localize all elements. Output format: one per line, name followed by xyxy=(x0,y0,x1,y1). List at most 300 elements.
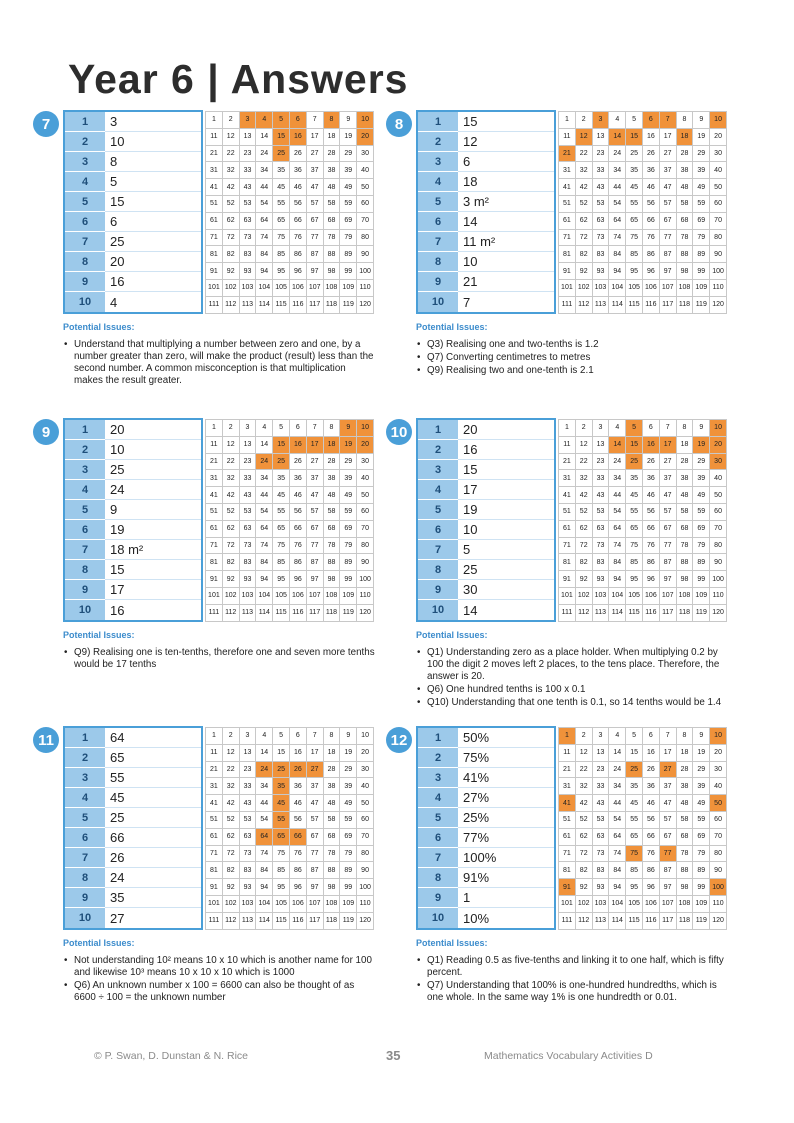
grid-cell: 70 xyxy=(357,829,374,846)
grid-cell: 60 xyxy=(710,196,727,213)
grid-cell: 98 xyxy=(677,263,694,280)
grid-cell: 45 xyxy=(626,179,643,196)
grid-cell: 71 xyxy=(206,230,223,247)
grid-cell: 57 xyxy=(307,504,324,521)
grid-cell: 42 xyxy=(576,487,593,504)
grid-cell: 21 xyxy=(206,146,223,163)
grid-cell: 81 xyxy=(559,554,576,571)
grid-cell: 59 xyxy=(693,196,710,213)
grid-cell: 22 xyxy=(576,146,593,163)
grid-cell: 103 xyxy=(593,896,610,913)
grid-cell: 1 xyxy=(206,112,223,129)
grid-cell: 7 xyxy=(307,112,324,129)
grid-cell: 19 xyxy=(340,745,357,762)
grid-cell: 76 xyxy=(290,846,307,863)
answer-row xyxy=(418,480,554,500)
grid-cell: 100 xyxy=(710,263,727,280)
grid-cell: 112 xyxy=(223,297,240,314)
grid-cell: 59 xyxy=(340,504,357,521)
grid-cell: 81 xyxy=(559,862,576,879)
answer-row xyxy=(418,192,554,212)
grid-cell: 22 xyxy=(576,454,593,471)
grid-cell: 62 xyxy=(576,521,593,538)
grid-cell: 99 xyxy=(693,571,710,588)
grid-cell: 36 xyxy=(643,470,660,487)
answer-index: 2 xyxy=(65,440,105,460)
issue-item: • Q6) An unknown number x 100 = 6600 can also be thought of as 6600 ÷ 100 = the unknown number xyxy=(63,980,375,1004)
grid-cell: 73 xyxy=(593,230,610,247)
grid-cell: 46 xyxy=(643,179,660,196)
grid-cell: 71 xyxy=(559,538,576,555)
grid-cell: 118 xyxy=(324,913,341,930)
grid-cell: 107 xyxy=(660,280,677,297)
answer-row xyxy=(418,848,554,868)
grid-cell: 54 xyxy=(256,812,273,829)
grid-cell-highlighted: 30 xyxy=(710,454,727,471)
number-grid xyxy=(558,727,727,930)
answer-row xyxy=(65,500,201,520)
grid-cell: 82 xyxy=(223,554,240,571)
grid-cell: 73 xyxy=(240,846,257,863)
question-number-badge: 8 xyxy=(386,111,412,137)
grid-cell: 108 xyxy=(677,896,694,913)
grid-cell: 88 xyxy=(677,554,694,571)
grid-cell: 86 xyxy=(643,554,660,571)
grid-cell: 65 xyxy=(273,213,290,230)
answer-index: 10 xyxy=(418,600,458,620)
grid-cell: 102 xyxy=(576,896,593,913)
grid-cell: 49 xyxy=(340,487,357,504)
grid-cell: 22 xyxy=(223,762,240,779)
answer-row xyxy=(65,888,201,908)
grid-cell: 40 xyxy=(357,162,374,179)
grid-cell-highlighted: 7 xyxy=(660,112,677,129)
grid-cell: 101 xyxy=(559,588,576,605)
grid-cell: 48 xyxy=(677,179,694,196)
issues-heading: Potential Issues: xyxy=(63,630,135,640)
grid-cell: 72 xyxy=(576,230,593,247)
grid-cell: 76 xyxy=(290,538,307,555)
grid-cell: 9 xyxy=(340,112,357,129)
grid-cell: 116 xyxy=(643,913,660,930)
question-number-badge: 7 xyxy=(33,111,59,137)
grid-cell-highlighted: 24 xyxy=(256,762,273,779)
grid-cell: 86 xyxy=(290,246,307,263)
grid-cell: 18 xyxy=(677,745,694,762)
grid-cell: 20 xyxy=(357,745,374,762)
grid-cell: 41 xyxy=(206,795,223,812)
answer-row xyxy=(418,560,554,580)
answer-row xyxy=(418,600,554,620)
grid-cell: 27 xyxy=(660,146,677,163)
answer-value: 77% xyxy=(458,828,554,848)
grid-cell: 71 xyxy=(559,230,576,247)
grid-cell: 41 xyxy=(559,179,576,196)
grid-cell: 116 xyxy=(643,297,660,314)
grid-cell: 23 xyxy=(240,146,257,163)
answer-index: 3 xyxy=(418,768,458,788)
answer-row xyxy=(65,480,201,500)
page-title: Year 6 | Answers xyxy=(68,56,409,102)
answer-index: 1 xyxy=(65,112,105,132)
grid-cell: 31 xyxy=(559,162,576,179)
grid-cell: 108 xyxy=(324,896,341,913)
answer-row xyxy=(418,292,554,312)
answer-row xyxy=(65,828,201,848)
grid-cell: 51 xyxy=(206,504,223,521)
grid-cell: 21 xyxy=(559,454,576,471)
grid-cell: 40 xyxy=(710,470,727,487)
answer-value: 25 xyxy=(105,808,201,828)
grid-cell: 118 xyxy=(677,913,694,930)
grid-cell: 65 xyxy=(626,213,643,230)
grid-cell: 3 xyxy=(593,728,610,745)
grid-cell: 41 xyxy=(206,179,223,196)
grid-cell: 11 xyxy=(206,129,223,146)
page-footer xyxy=(0,1050,794,1064)
potential-issues xyxy=(416,322,728,378)
answer-index: 6 xyxy=(65,212,105,232)
footer-book-title: Mathematics Vocabulary Activities D xyxy=(484,1050,653,1062)
answer-table xyxy=(63,726,203,930)
grid-cell: 61 xyxy=(206,521,223,538)
grid-cell-highlighted: 17 xyxy=(307,437,324,454)
grid-cell-highlighted: 18 xyxy=(677,129,694,146)
issues-heading: Potential Issues: xyxy=(416,938,488,948)
grid-cell: 116 xyxy=(290,913,307,930)
grid-cell: 7 xyxy=(660,728,677,745)
grid-cell: 79 xyxy=(693,846,710,863)
grid-cell: 10 xyxy=(357,728,374,745)
grid-cell-highlighted: 10 xyxy=(357,420,374,437)
grid-cell: 112 xyxy=(576,297,593,314)
answer-value: 24 xyxy=(105,480,201,500)
answer-value: 20 xyxy=(105,252,201,272)
answer-value: 3 m² xyxy=(458,192,554,212)
grid-cell: 58 xyxy=(324,196,341,213)
grid-cell: 15 xyxy=(273,745,290,762)
answer-value: 12 xyxy=(458,132,554,152)
grid-cell: 97 xyxy=(660,879,677,896)
answer-value: 75% xyxy=(458,748,554,768)
grid-cell: 33 xyxy=(593,162,610,179)
grid-cell: 58 xyxy=(324,504,341,521)
grid-cell: 81 xyxy=(206,554,223,571)
grid-cell: 2 xyxy=(576,420,593,437)
grid-cell: 39 xyxy=(693,162,710,179)
answer-row xyxy=(418,540,554,560)
grid-cell: 34 xyxy=(256,778,273,795)
grid-cell: 100 xyxy=(357,571,374,588)
grid-cell: 75 xyxy=(273,846,290,863)
grid-cell: 55 xyxy=(626,504,643,521)
grid-cell: 21 xyxy=(206,454,223,471)
grid-cell: 108 xyxy=(677,280,694,297)
grid-cell: 28 xyxy=(677,762,694,779)
answer-table xyxy=(63,110,203,314)
answer-index: 9 xyxy=(418,272,458,292)
grid-cell: 116 xyxy=(290,297,307,314)
grid-cell: 13 xyxy=(240,745,257,762)
grid-cell: 67 xyxy=(660,521,677,538)
grid-cell: 76 xyxy=(290,230,307,247)
answer-row xyxy=(65,212,201,232)
grid-cell: 42 xyxy=(576,179,593,196)
grid-cell: 64 xyxy=(256,521,273,538)
grid-cell: 110 xyxy=(710,588,727,605)
grid-cell: 8 xyxy=(677,420,694,437)
issues-heading: Potential Issues: xyxy=(63,938,135,948)
grid-cell: 48 xyxy=(677,487,694,504)
grid-cell: 113 xyxy=(593,297,610,314)
answer-row xyxy=(418,500,554,520)
answer-row xyxy=(418,152,554,172)
grid-cell: 37 xyxy=(307,470,324,487)
grid-cell: 38 xyxy=(677,470,694,487)
answer-value: 17 xyxy=(458,480,554,500)
grid-cell: 104 xyxy=(609,280,626,297)
grid-cell: 42 xyxy=(223,795,240,812)
grid-cell: 91 xyxy=(206,263,223,280)
answer-index: 4 xyxy=(65,480,105,500)
grid-cell: 58 xyxy=(677,196,694,213)
grid-cell: 43 xyxy=(593,179,610,196)
grid-cell: 52 xyxy=(223,504,240,521)
answer-value: 15 xyxy=(105,560,201,580)
answer-index: 5 xyxy=(65,808,105,828)
grid-cell: 68 xyxy=(677,213,694,230)
grid-cell: 73 xyxy=(593,538,610,555)
grid-cell: 44 xyxy=(256,795,273,812)
grid-cell: 89 xyxy=(693,246,710,263)
grid-cell-highlighted: 5 xyxy=(626,420,643,437)
grid-cell: 23 xyxy=(593,146,610,163)
grid-cell: 30 xyxy=(357,454,374,471)
potential-issues xyxy=(416,630,728,710)
grid-cell: 95 xyxy=(273,571,290,588)
answer-row xyxy=(65,460,201,480)
grid-cell: 115 xyxy=(626,913,643,930)
grid-cell: 106 xyxy=(290,280,307,297)
grid-cell: 94 xyxy=(609,571,626,588)
grid-cell: 20 xyxy=(710,129,727,146)
grid-cell: 76 xyxy=(643,538,660,555)
grid-cell: 95 xyxy=(626,879,643,896)
grid-cell: 51 xyxy=(559,504,576,521)
grid-cell: 107 xyxy=(660,588,677,605)
grid-cell: 49 xyxy=(340,795,357,812)
grid-cell: 57 xyxy=(660,196,677,213)
grid-cell: 8 xyxy=(324,420,341,437)
grid-cell: 112 xyxy=(576,605,593,622)
grid-cell: 102 xyxy=(223,896,240,913)
grid-cell: 61 xyxy=(559,521,576,538)
grid-cell: 60 xyxy=(710,504,727,521)
grid-cell: 38 xyxy=(324,778,341,795)
grid-cell: 77 xyxy=(307,230,324,247)
grid-cell: 89 xyxy=(340,554,357,571)
grid-cell: 39 xyxy=(693,470,710,487)
grid-cell: 90 xyxy=(357,554,374,571)
grid-cell: 57 xyxy=(660,504,677,521)
grid-cell: 78 xyxy=(677,846,694,863)
grid-cell: 2 xyxy=(223,420,240,437)
grid-cell: 17 xyxy=(660,745,677,762)
grid-cell: 2 xyxy=(223,728,240,745)
grid-cell-highlighted: 20 xyxy=(357,437,374,454)
grid-cell: 86 xyxy=(290,554,307,571)
answer-index: 1 xyxy=(418,420,458,440)
answer-value: 55 xyxy=(105,768,201,788)
grid-cell: 32 xyxy=(576,162,593,179)
grid-cell: 43 xyxy=(593,795,610,812)
grid-cell: 96 xyxy=(290,263,307,280)
grid-cell: 69 xyxy=(340,829,357,846)
grid-cell-highlighted: 91 xyxy=(559,879,576,896)
issue-item: • Q7) Converting centimetres to metres xyxy=(416,352,728,364)
grid-cell: 78 xyxy=(677,230,694,247)
answer-value: 8 xyxy=(105,152,201,172)
answer-value: 15 xyxy=(458,460,554,480)
grid-cell: 117 xyxy=(307,605,324,622)
grid-cell: 7 xyxy=(660,420,677,437)
grid-cell: 77 xyxy=(660,230,677,247)
grid-cell: 102 xyxy=(223,280,240,297)
grid-cell: 120 xyxy=(710,297,727,314)
grid-cell: 97 xyxy=(660,571,677,588)
grid-cell: 90 xyxy=(710,554,727,571)
grid-cell: 101 xyxy=(559,896,576,913)
grid-cell: 31 xyxy=(559,778,576,795)
grid-cell: 85 xyxy=(273,554,290,571)
grid-cell: 88 xyxy=(677,246,694,263)
answer-row xyxy=(418,132,554,152)
answer-index: 2 xyxy=(418,748,458,768)
grid-cell: 85 xyxy=(626,554,643,571)
grid-cell: 13 xyxy=(593,745,610,762)
grid-cell: 120 xyxy=(710,605,727,622)
grid-cell: 102 xyxy=(223,588,240,605)
grid-cell: 105 xyxy=(626,588,643,605)
grid-cell: 12 xyxy=(576,745,593,762)
grid-cell: 87 xyxy=(307,554,324,571)
grid-cell: 28 xyxy=(324,762,341,779)
answer-value: 16 xyxy=(105,272,201,292)
grid-cell: 24 xyxy=(609,454,626,471)
grid-cell: 92 xyxy=(223,571,240,588)
grid-cell: 91 xyxy=(559,571,576,588)
answer-row xyxy=(418,460,554,480)
grid-cell-highlighted: 5 xyxy=(273,112,290,129)
grid-cell: 45 xyxy=(273,487,290,504)
grid-cell: 8 xyxy=(677,728,694,745)
grid-cell: 112 xyxy=(576,913,593,930)
grid-cell: 39 xyxy=(693,778,710,795)
grid-cell: 49 xyxy=(340,179,357,196)
answer-row xyxy=(418,580,554,600)
grid-cell: 9 xyxy=(693,112,710,129)
answer-value: 27% xyxy=(458,788,554,808)
grid-cell: 74 xyxy=(609,846,626,863)
answer-index: 9 xyxy=(65,888,105,908)
grid-cell-highlighted: 41 xyxy=(559,795,576,812)
answer-value: 6 xyxy=(458,152,554,172)
answer-index: 4 xyxy=(418,788,458,808)
answer-row xyxy=(65,540,201,560)
answer-index: 2 xyxy=(418,132,458,152)
number-grid xyxy=(205,111,374,314)
grid-cell-highlighted: 15 xyxy=(273,129,290,146)
grid-cell: 65 xyxy=(626,521,643,538)
answer-value: 10 xyxy=(105,132,201,152)
grid-cell: 89 xyxy=(340,246,357,263)
grid-cell: 75 xyxy=(273,230,290,247)
grid-cell-highlighted: 9 xyxy=(340,420,357,437)
grid-cell: 32 xyxy=(223,162,240,179)
grid-cell: 31 xyxy=(206,162,223,179)
grid-cell: 14 xyxy=(609,745,626,762)
grid-cell: 29 xyxy=(340,146,357,163)
answer-index: 7 xyxy=(65,540,105,560)
issues-heading: Potential Issues: xyxy=(416,322,488,332)
grid-cell: 94 xyxy=(256,263,273,280)
grid-cell: 12 xyxy=(576,437,593,454)
grid-cell-highlighted: 6 xyxy=(643,112,660,129)
grid-cell: 13 xyxy=(240,129,257,146)
grid-cell: 108 xyxy=(324,588,341,605)
grid-cell: 80 xyxy=(357,538,374,555)
grid-cell: 104 xyxy=(256,896,273,913)
grid-cell: 84 xyxy=(256,862,273,879)
grid-cell: 40 xyxy=(710,162,727,179)
grid-cell: 59 xyxy=(340,812,357,829)
grid-cell: 74 xyxy=(256,538,273,555)
grid-cell: 3 xyxy=(593,420,610,437)
grid-cell: 81 xyxy=(206,862,223,879)
grid-cell: 106 xyxy=(643,280,660,297)
grid-cell: 16 xyxy=(643,129,660,146)
answer-row xyxy=(418,112,554,132)
grid-cell: 98 xyxy=(677,571,694,588)
grid-cell: 61 xyxy=(559,829,576,846)
grid-cell: 90 xyxy=(357,246,374,263)
grid-cell: 71 xyxy=(559,846,576,863)
answer-index: 7 xyxy=(418,232,458,252)
answer-index: 7 xyxy=(65,848,105,868)
answer-value: 26 xyxy=(105,848,201,868)
grid-cell: 100 xyxy=(357,879,374,896)
grid-cell: 29 xyxy=(693,762,710,779)
answer-index: 8 xyxy=(65,868,105,888)
grid-cell-highlighted: 15 xyxy=(626,437,643,454)
answer-index: 5 xyxy=(418,500,458,520)
grid-cell: 100 xyxy=(357,263,374,280)
grid-cell: 39 xyxy=(340,778,357,795)
grid-cell: 66 xyxy=(643,213,660,230)
answer-value: 10% xyxy=(463,910,490,926)
grid-cell: 38 xyxy=(677,778,694,795)
grid-cell: 86 xyxy=(643,862,660,879)
grid-cell: 1 xyxy=(206,420,223,437)
answer-index: 8 xyxy=(418,252,458,272)
answer-value: 16 xyxy=(458,440,554,460)
grid-cell: 40 xyxy=(357,470,374,487)
grid-cell-highlighted: 66 xyxy=(290,829,307,846)
grid-cell: 57 xyxy=(660,812,677,829)
grid-cell: 8 xyxy=(324,728,341,745)
grid-cell: 43 xyxy=(240,487,257,504)
answer-index: 4 xyxy=(65,172,105,192)
